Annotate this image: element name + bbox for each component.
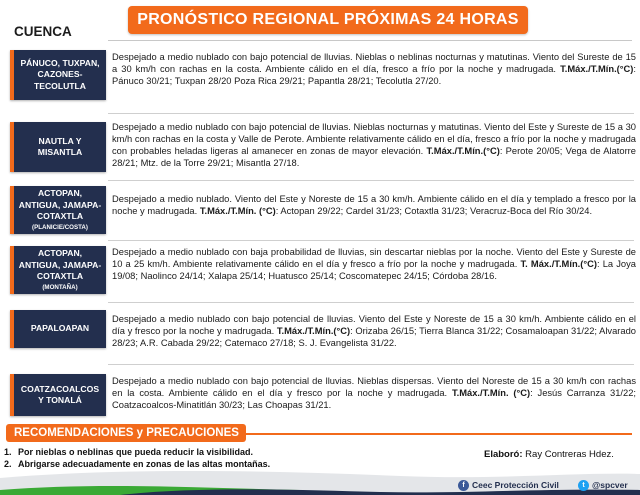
facebook-handle: Ceec Protección Civil (472, 480, 559, 490)
temp-values: : Jesús Carranza 31/22; Coatzacoalcos-Minatitlán 30/23; Las Choapas 31/21. (112, 388, 636, 410)
forecast-description: Despejado a medio nublado. Viento del Este y Noreste de 15 a 30 km/h. Ambiente cálido en el día y templado a fresco por la noche y madrugada. (112, 194, 636, 216)
twitter-link[interactable] (578, 478, 628, 492)
author-label: Elaboró: (484, 449, 523, 460)
region-name: ACTOPAN, ANTIGUA, JAMAPA- COTAXTLA (18, 248, 102, 282)
forecast-description: Despejado a medio nublado con bajo potencial de lluvias. Viento del Este y Noreste de 15 a 30 km/h. Ambiente cálido en el día y fresco por la noche y madrugada. (112, 314, 636, 336)
region-box-panuco (10, 50, 106, 100)
author-name: Ray Contreras Hdez. (525, 449, 614, 460)
list-number: 2. (4, 458, 12, 469)
region-forecast-papaloapan (112, 313, 636, 349)
page-title: PRONÓSTICO REGIONAL PRÓXIMAS 24 HORAS (128, 6, 528, 34)
forecast-description: Despejado a medio nublado con bajo potencial de lluvias. Nieblas o neblinas nocturnas y matutinas. Viento del Sureste de 15 a 30 km/h con rachas en la costa. Ambiente cálido en el día, fresco a frío por la noche y madrugada. (112, 52, 636, 74)
forecast-description: Despejado a medio nublado con baja probabilidad de lluvias, sin descartar nieblas por la noche. Viento del Este y Sureste de 10 a 25 km/h. Ambiente relativamente cálido en el día y fresco a frío por la noche y madrugada. (112, 247, 636, 269)
region-name: PAPALOAPAN (30, 323, 90, 334)
facebook-link[interactable] (458, 478, 559, 492)
cuenca-label: CUENCA (14, 24, 72, 39)
divider (108, 113, 634, 114)
region-subtitle: (MONTAÑA) (42, 283, 78, 291)
twitter-handle: @spcver (592, 480, 628, 490)
region-box-actopan-planicie (10, 186, 106, 234)
list-number: 1. (4, 447, 12, 457)
recommendations-title: RECOMENDACIONES y PRECAUCIONES (6, 424, 246, 442)
region-box-papaloapan (10, 310, 106, 348)
region-name: NAUTLA Y MISANTLA (37, 135, 83, 157)
facebook-icon: f (458, 480, 469, 491)
temp-values: : Orizaba 26/15; Tierra Blanca 31/22; Cosamaloapan 31/22; Alvarado 28/23; A.R. Cabada 29/22; Catemaco 27/18; S. J. Evangelista 31/22. (112, 326, 636, 348)
region-name: COATZACOALCOS Y TONALÁ (20, 383, 100, 405)
region-forecast-coatzacoalcos (112, 375, 636, 411)
temp-label: T.Máx./T.Mín.(°C) (560, 64, 634, 74)
divider (108, 40, 632, 41)
divider (108, 364, 634, 365)
region-forecast-actopan-montana (112, 246, 636, 282)
temp-label: T.Máx./T.Mín.(°C) (426, 146, 500, 156)
divider (108, 302, 634, 303)
temp-label: T.Máx./T.Mín. (°C) (199, 206, 276, 216)
temp-label: T.Máx./T.Mín.(°C) (276, 326, 351, 336)
list-text: Por nieblas o neblinas que pueda reducir la visibilidad. (18, 447, 254, 457)
forecast-description: Despejado a medio nublado con bajo potencial de lluvias. Nieblas dispersas. Viento del Noreste de 15 a 30 km/h con rachas en la costa. Ambiente cálido en el día y fresco por la noche y madrugada. (112, 376, 636, 398)
temp-label: T. Máx./T.Mín.(°C) (520, 259, 597, 269)
region-forecast-nautla (112, 121, 636, 169)
temp-values: : Actopan 29/22; Cardel 31/23; Cotaxtla 31/23; Veracruz-Boca del Río 30/24. (275, 206, 593, 216)
temp-values: : Pánuco 30/21; Tuxpan 28/20 Poza Rica 29/21; Papantla 28/21; Tecolutla 27/20. (112, 64, 636, 86)
region-box-coatzacoalcos (10, 374, 106, 416)
region-name: ACTOPAN, ANTIGUA, JAMAPA- COTAXTLA (18, 188, 102, 222)
list-item (4, 447, 270, 459)
region-box-actopan-montana (10, 246, 106, 294)
region-name: PÁNUCO, TUXPAN, CAZONES- TECOLUTLA (20, 57, 100, 91)
divider (246, 433, 632, 435)
region-forecast-panuco (112, 51, 636, 87)
divider (108, 240, 634, 241)
recommendations-list (4, 447, 270, 470)
temp-values: : Perote 20/05; Vega de Alatorre 28/21; Mtz. de la Torre 29/21; Misantla 27/18. (112, 146, 636, 168)
region-forecast-actopan-planicie (112, 193, 636, 217)
temp-label: T.Máx./T.Mín. (°C) (451, 388, 531, 398)
temp-values: : La Joya 19/08; Naolinco 24/14; Xalapa 25/14; Huatusco 25/14; Coscomatepec 24/15; Córdoba 28/16. (112, 259, 636, 281)
region-subtitle: (PLANICIE/COSTA) (32, 223, 88, 231)
list-text: Abrigarse adecuadamente en zonas de las altas montañas. (18, 458, 271, 469)
author-credit (484, 449, 614, 460)
region-box-nautla (10, 122, 106, 172)
forecast-description: Despejado a medio nublado con bajo potencial de lluvias. Nieblas nocturnas y matutinas. Viento del Este y Sureste de 15 a 30 km/h con rachas en la costa y Valle de Perote. Ambiente relativamente cálido en el día, fresco a frío por la noche y madrugada con probables heladas ligeras al amanecer en zonas de mayor elevación. (112, 122, 636, 156)
twitter-icon: t (578, 480, 589, 491)
divider (108, 180, 634, 181)
